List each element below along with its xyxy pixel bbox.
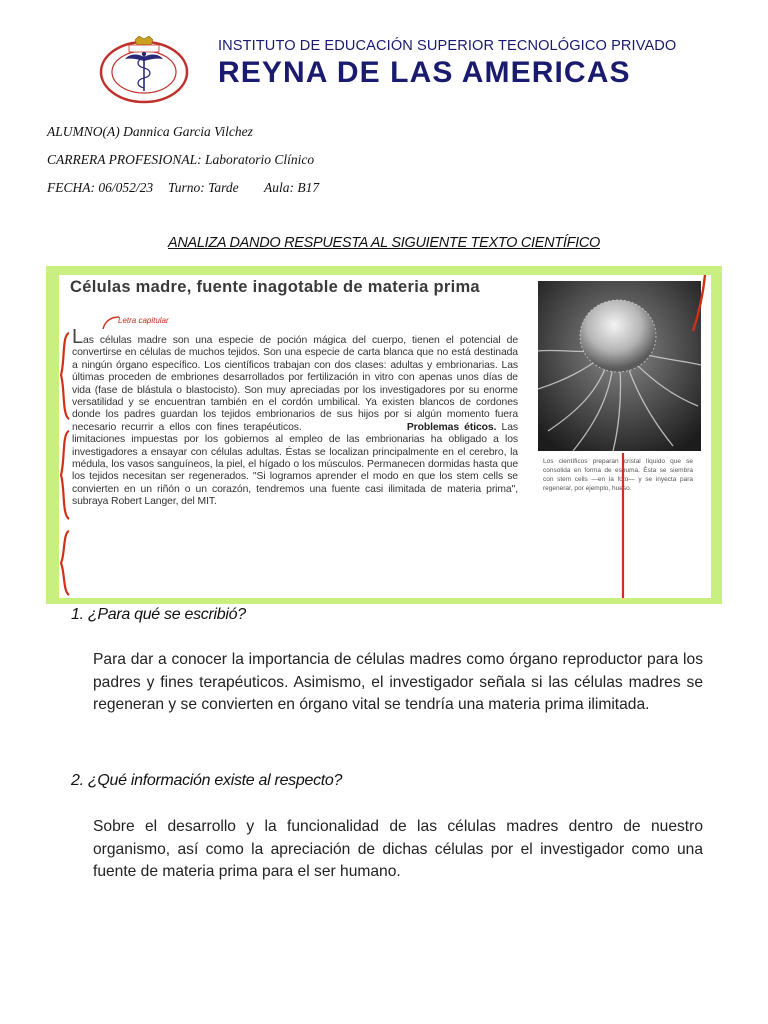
institute-logo [99, 36, 189, 104]
article-page [59, 275, 711, 598]
article-title: Células madre, fuente inagotable de materia prima [70, 278, 480, 296]
question-1: 1. ¿Para qué se escribió? [71, 606, 246, 623]
shift-field: Turno: Tarde [168, 180, 239, 195]
scanned-article [46, 266, 722, 604]
date-line [47, 180, 319, 196]
article-paragraph-2: Las limitaciones impuestas por los gobiernos al empleo de las embrionarias ha obligado a los investigadores a ensayar con células adultas. Éstas se localizan principalmente en el cerebro, la médula, los vasos sanguíneos, la piel, el hígado o los músculos. Permanecen dormidas hasta que los tejidos necesitan ser regenerados. "Si logramos aprender el modo en que los stem cells se convierten en un riñón o un corazón, tendremos una fuente casi ilimitada de materia prima", subraya Robert Langer, del MIT. [72, 421, 518, 508]
photo-caption: Los científicos preparan cristal líquido que se consolida en forma de espuma. Ésta se siembra con stem cells —en la foto— y se inyecta para regenerar, por ejemplo, hueso. [543, 458, 693, 492]
annotation-brackets-icon [59, 331, 71, 598]
date-field: FECHA: 06/052/23 [47, 180, 154, 195]
answer-2: Sobre el desarrollo y la funcionalidad de las células madres dentro de nuestro organismo, así como la apreciación de dichas células por el investigador como una fuente de materia prima para el ser humano. [93, 818, 703, 880]
annotation-arrow-icon [99, 309, 121, 331]
drop-cap: L [72, 326, 84, 348]
answer-1: Para dar a conocer la importancia de células madres como órgano reproductor para los padres y fines terapéuticos. Asimismo, el investigador señala si las células madres se regeneran y se convierten en órgano vital se tendría una materia prima ilimitada. [93, 651, 703, 713]
institution-name: REYNA DE LAS AMERICAS [218, 56, 631, 89]
article-subheading: Problemas éticos. [406, 421, 497, 433]
institution-type: INSTITUTO DE EDUCACIÓN SUPERIOR TECNOLÓGICO PRIVADO [218, 38, 677, 54]
career-field: CARRERA PROFESIONAL: Laboratorio Clínico [47, 152, 315, 167]
article-body [72, 326, 518, 509]
article-annotation: Letra capitular [118, 316, 169, 325]
instruction-heading: ANALIZA DANDO RESPUESTA AL SIGUIENTE TEXTO CIENTÍFICO [167, 235, 601, 251]
room-field: Aula: B17 [264, 180, 320, 195]
annotation-line-top-icon [689, 275, 711, 335]
article-paragraph-1: as células madre son una especie de poción mágica del cuerpo, tienen el potencial de convertirse en células de muchos tejidos. Son una especie de carta blanca que no está destinada a ningún órgano específico. Los científicos trabajan con dos clases: adultas y embrionarias. Las últimas proceden de embriones desarrollados por fertilización in vitro con apenas unos días de vida (fase de blástula o blastocisto). Son muy apreciadas por los investigadores por su enorme versatilidad y se encuentran también en el cordón umbilical. Ya existen blancos de cordones donde los padres guardan los tejidos embrionarios de sus hijos por si algún momento fuera necesario recurrir a ellos con fines terapéuticos. [72, 335, 518, 433]
annotation-line-bottom-icon [619, 453, 627, 598]
stem-cell-photo [538, 281, 701, 451]
question-2: 2. ¿Qué información existe al respecto? [71, 772, 343, 789]
student-name: ALUMNO(A) Dannica Garcia Vilchez [47, 124, 253, 139]
